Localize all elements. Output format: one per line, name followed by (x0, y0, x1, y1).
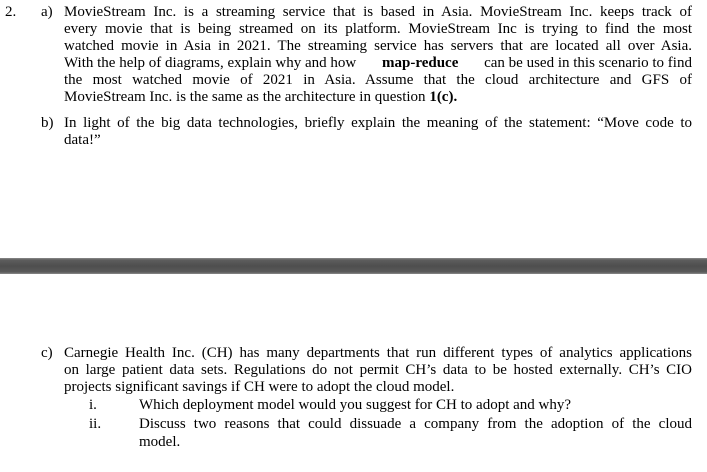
part-a-line-4 (64, 55, 692, 72)
map-reduce-term: map-reduce (381, 55, 459, 71)
part-a-line-4-end: can be used in this scenario to find (484, 55, 692, 71)
part-a-line-3: watched movie in Asia in 2021. The streaming service has servers that are located all over Asia. (64, 38, 692, 54)
part-a-line-2: every movie that is being streamed on its platform. MovieStream Inc is trying to find the most (64, 21, 692, 37)
part-a-line-1: MovieStream Inc. is a streaming service that is based in Asia. MovieStream Inc. keeps track of (64, 4, 692, 20)
part-a-line-5: the most watched movie of 2021 in Asia. Assume that the cloud architecture and GFS of (64, 72, 692, 88)
part-c-line-2: on large patient data sets. Regulations do not permit CH’s data to be hosted externally. CH’s CIO (64, 362, 692, 378)
subitem-ii-line-2: model. (139, 434, 181, 450)
part-c-marker: c) (41, 345, 53, 361)
part-c-line-1: Carnegie Health Inc. (CH) has many departments that run different types of analytics applications (64, 345, 692, 361)
part-a-line-6 (64, 89, 457, 106)
part-a-line-6-text: MovieStream Inc. is the same as the architecture in question (64, 89, 426, 105)
question-reference: 1(c) (429, 89, 454, 105)
subitem-ii-marker: ii. (89, 416, 102, 432)
part-b-line-2: data!” (64, 132, 101, 148)
part-a-period: . (453, 89, 458, 105)
page-break-divider (0, 258, 707, 274)
part-a-marker: a) (41, 4, 53, 20)
part-b-line-1: In light of the big data technologies, briefly explain the meaning of the statement: “Move code to (64, 115, 692, 131)
part-b-marker: b) (41, 115, 54, 131)
part-c-line-3: projects significant savings if CH were to adopt the cloud model. (64, 379, 455, 395)
question-number: 2. (5, 4, 17, 20)
part-a-line-4-start: With the help of diagrams, explain why and how (64, 55, 357, 71)
subitem-ii-line-1: Discuss two reasons that could dissuade a company from the adoption of the cloud (139, 416, 692, 432)
subitem-i-line-1: Which deployment model would you suggest for CH to adopt and why? (139, 397, 572, 413)
subitem-i-marker: i. (89, 397, 97, 413)
